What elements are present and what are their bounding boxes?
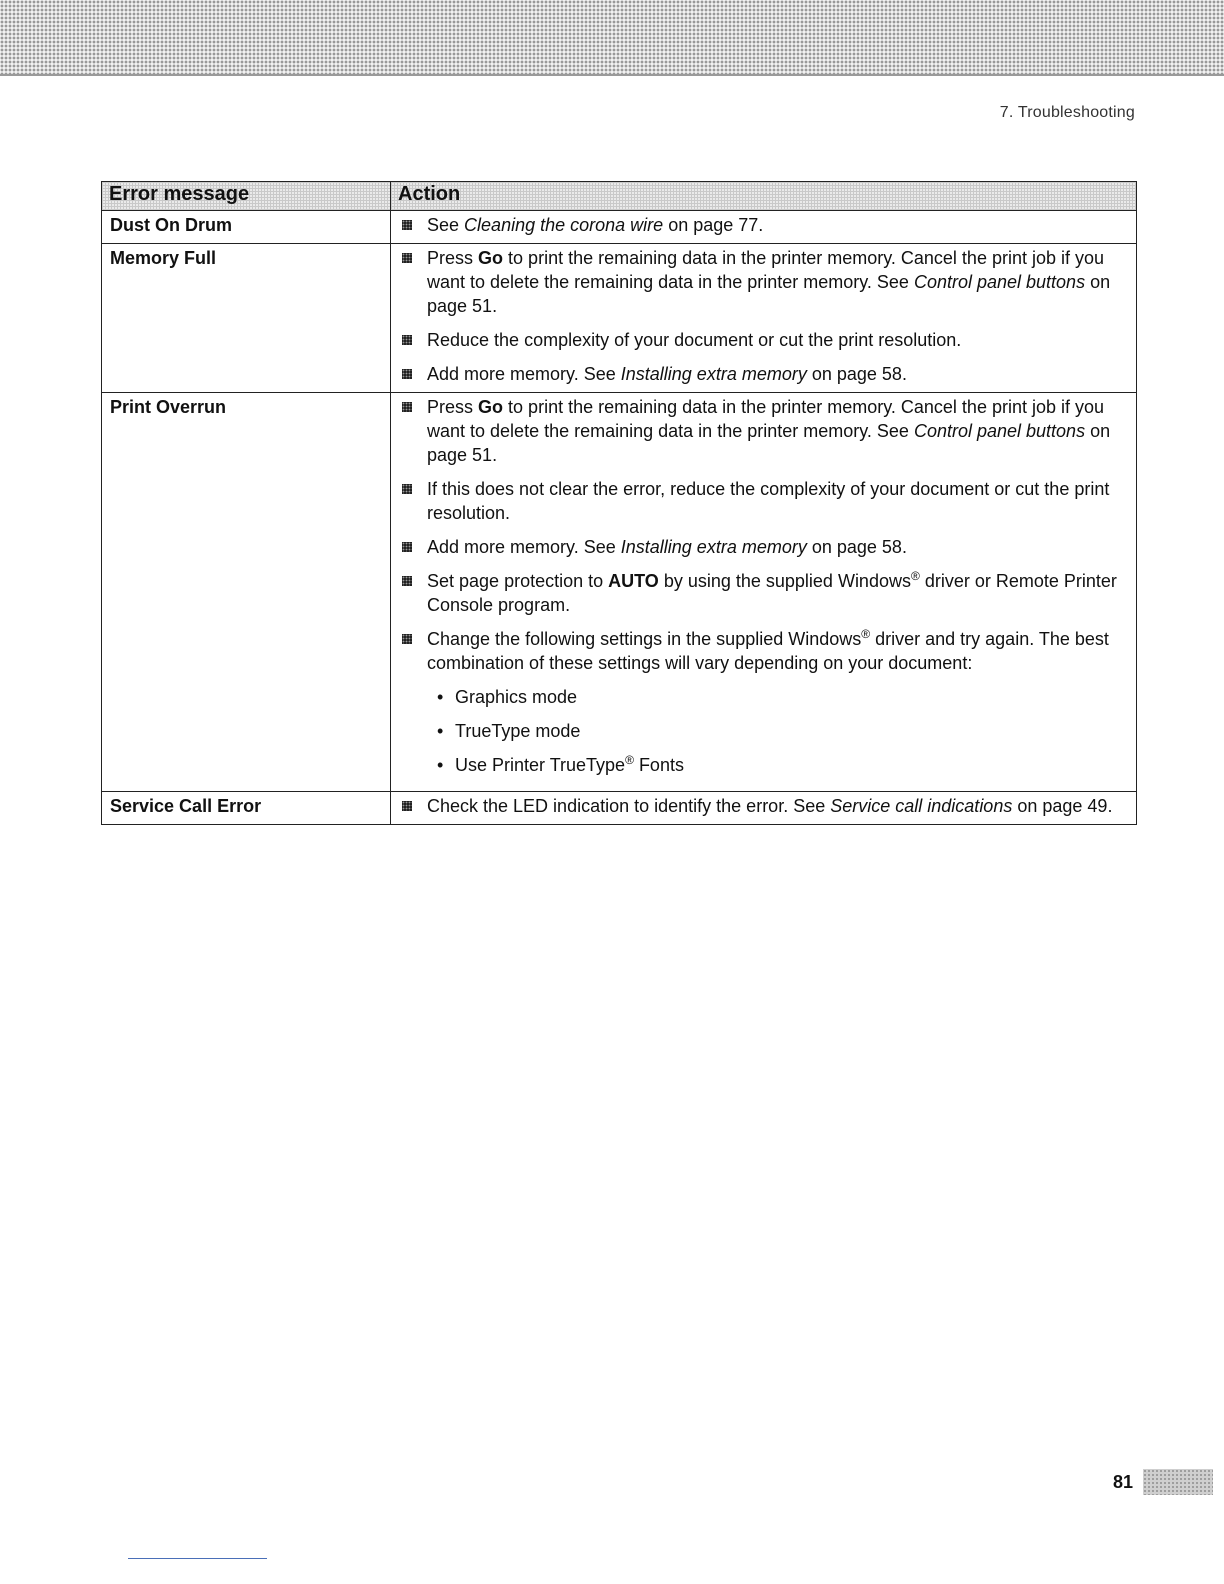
sub-list-item: • Graphics mode <box>437 687 578 707</box>
go-button-name: Go <box>478 248 504 268</box>
registered-mark: ® <box>910 569 920 583</box>
action-item: Press Go to print the remaining data in the printer memory. Cancel the print job if you want to delete the remaining data in the printer memory. See Control panel buttons on page 51. <box>399 395 1124 467</box>
action-item: Reduce the complexity of your document or cut the print resolution. <box>399 328 1124 352</box>
round-bullet-icon: • <box>437 721 444 741</box>
square-bullet-icon <box>402 801 412 811</box>
cross-reference-link[interactable]: Service call indications <box>830 796 1013 816</box>
column-header-action: Action <box>391 182 1137 211</box>
cross-reference-link[interactable]: Control panel buttons <box>913 272 1086 292</box>
action-item: Change the following settings in the supplied Windows® driver and try again. The best combination of these settings will vary depending on your document: <box>399 627 1124 675</box>
cross-reference-link[interactable]: Installing extra memory <box>620 537 807 557</box>
square-bullet-icon <box>402 576 412 586</box>
page-tab-marker <box>1143 1469 1213 1495</box>
error-name: Print Overrun <box>102 393 391 792</box>
cross-reference-link[interactable]: Cleaning the corona wire <box>464 215 664 235</box>
square-bullet-icon <box>402 542 412 552</box>
action-item: Check the LED indication to identify the error. See Service call indications on page 49. <box>399 794 1124 818</box>
column-header-error: Error message <box>102 182 391 211</box>
section-title: 7. Troubleshooting <box>999 104 1135 121</box>
table-row-print-overrun <box>102 393 1137 792</box>
header-band <box>0 0 1224 76</box>
square-bullet-icon <box>402 402 412 412</box>
sub-list-item: • TrueType mode <box>437 721 581 741</box>
square-bullet-icon <box>402 634 412 644</box>
square-bullet-icon <box>402 369 412 379</box>
error-name: Dust On Drum <box>102 211 391 244</box>
cross-reference-link[interactable]: Installing extra memory <box>620 364 807 384</box>
round-bullet-icon: • <box>437 687 444 707</box>
action-cell <box>391 211 1137 244</box>
square-bullet-icon <box>402 335 412 345</box>
action-item: Add more memory. See Installing extra memory on page 58. <box>399 362 1124 386</box>
table-row-memory-full <box>102 244 1137 393</box>
table-header-row <box>102 182 1137 211</box>
action-cell <box>391 244 1137 393</box>
error-table <box>101 181 1137 825</box>
auto-setting-name: AUTO <box>608 571 659 591</box>
registered-mark: ® <box>861 627 871 641</box>
action-item: Press Go to print the remaining data in the printer memory. Cancel the print job if you want to delete the remaining data in the printer memory. See Control panel buttons on page 51. <box>399 246 1124 318</box>
error-name: Memory Full <box>102 244 391 393</box>
action-cell <box>391 792 1137 825</box>
action-cell <box>391 393 1137 792</box>
action-item: Set page protection to AUTO by using the supplied Windows® driver or Remote Printer Console program. <box>399 569 1124 617</box>
square-bullet-icon <box>402 253 412 263</box>
action-item: If this does not clear the error, reduce the complexity of your document or cut the print resolution. <box>399 477 1124 525</box>
table-row-service-call-error <box>102 792 1137 825</box>
table-row-dust-on-drum <box>102 211 1137 244</box>
action-item: Add more memory. See Installing extra memory on page 58. <box>399 535 1124 559</box>
round-bullet-icon: • <box>437 755 444 775</box>
header-band-edge <box>0 74 1224 76</box>
action-item: See Cleaning the corona wire on page 77. <box>399 213 1124 237</box>
footer-rule <box>128 1558 267 1559</box>
cross-reference-link[interactable]: Control panel buttons <box>913 421 1086 441</box>
sub-list-item: • Use Printer TrueType® Fonts <box>437 753 684 775</box>
registered-mark: ® <box>625 753 634 767</box>
error-name: Service Call Error <box>102 792 391 825</box>
page-number: 81 <box>1113 1472 1134 1492</box>
square-bullet-icon <box>402 484 412 494</box>
square-bullet-icon <box>402 220 412 230</box>
go-button-name: Go <box>478 397 504 417</box>
